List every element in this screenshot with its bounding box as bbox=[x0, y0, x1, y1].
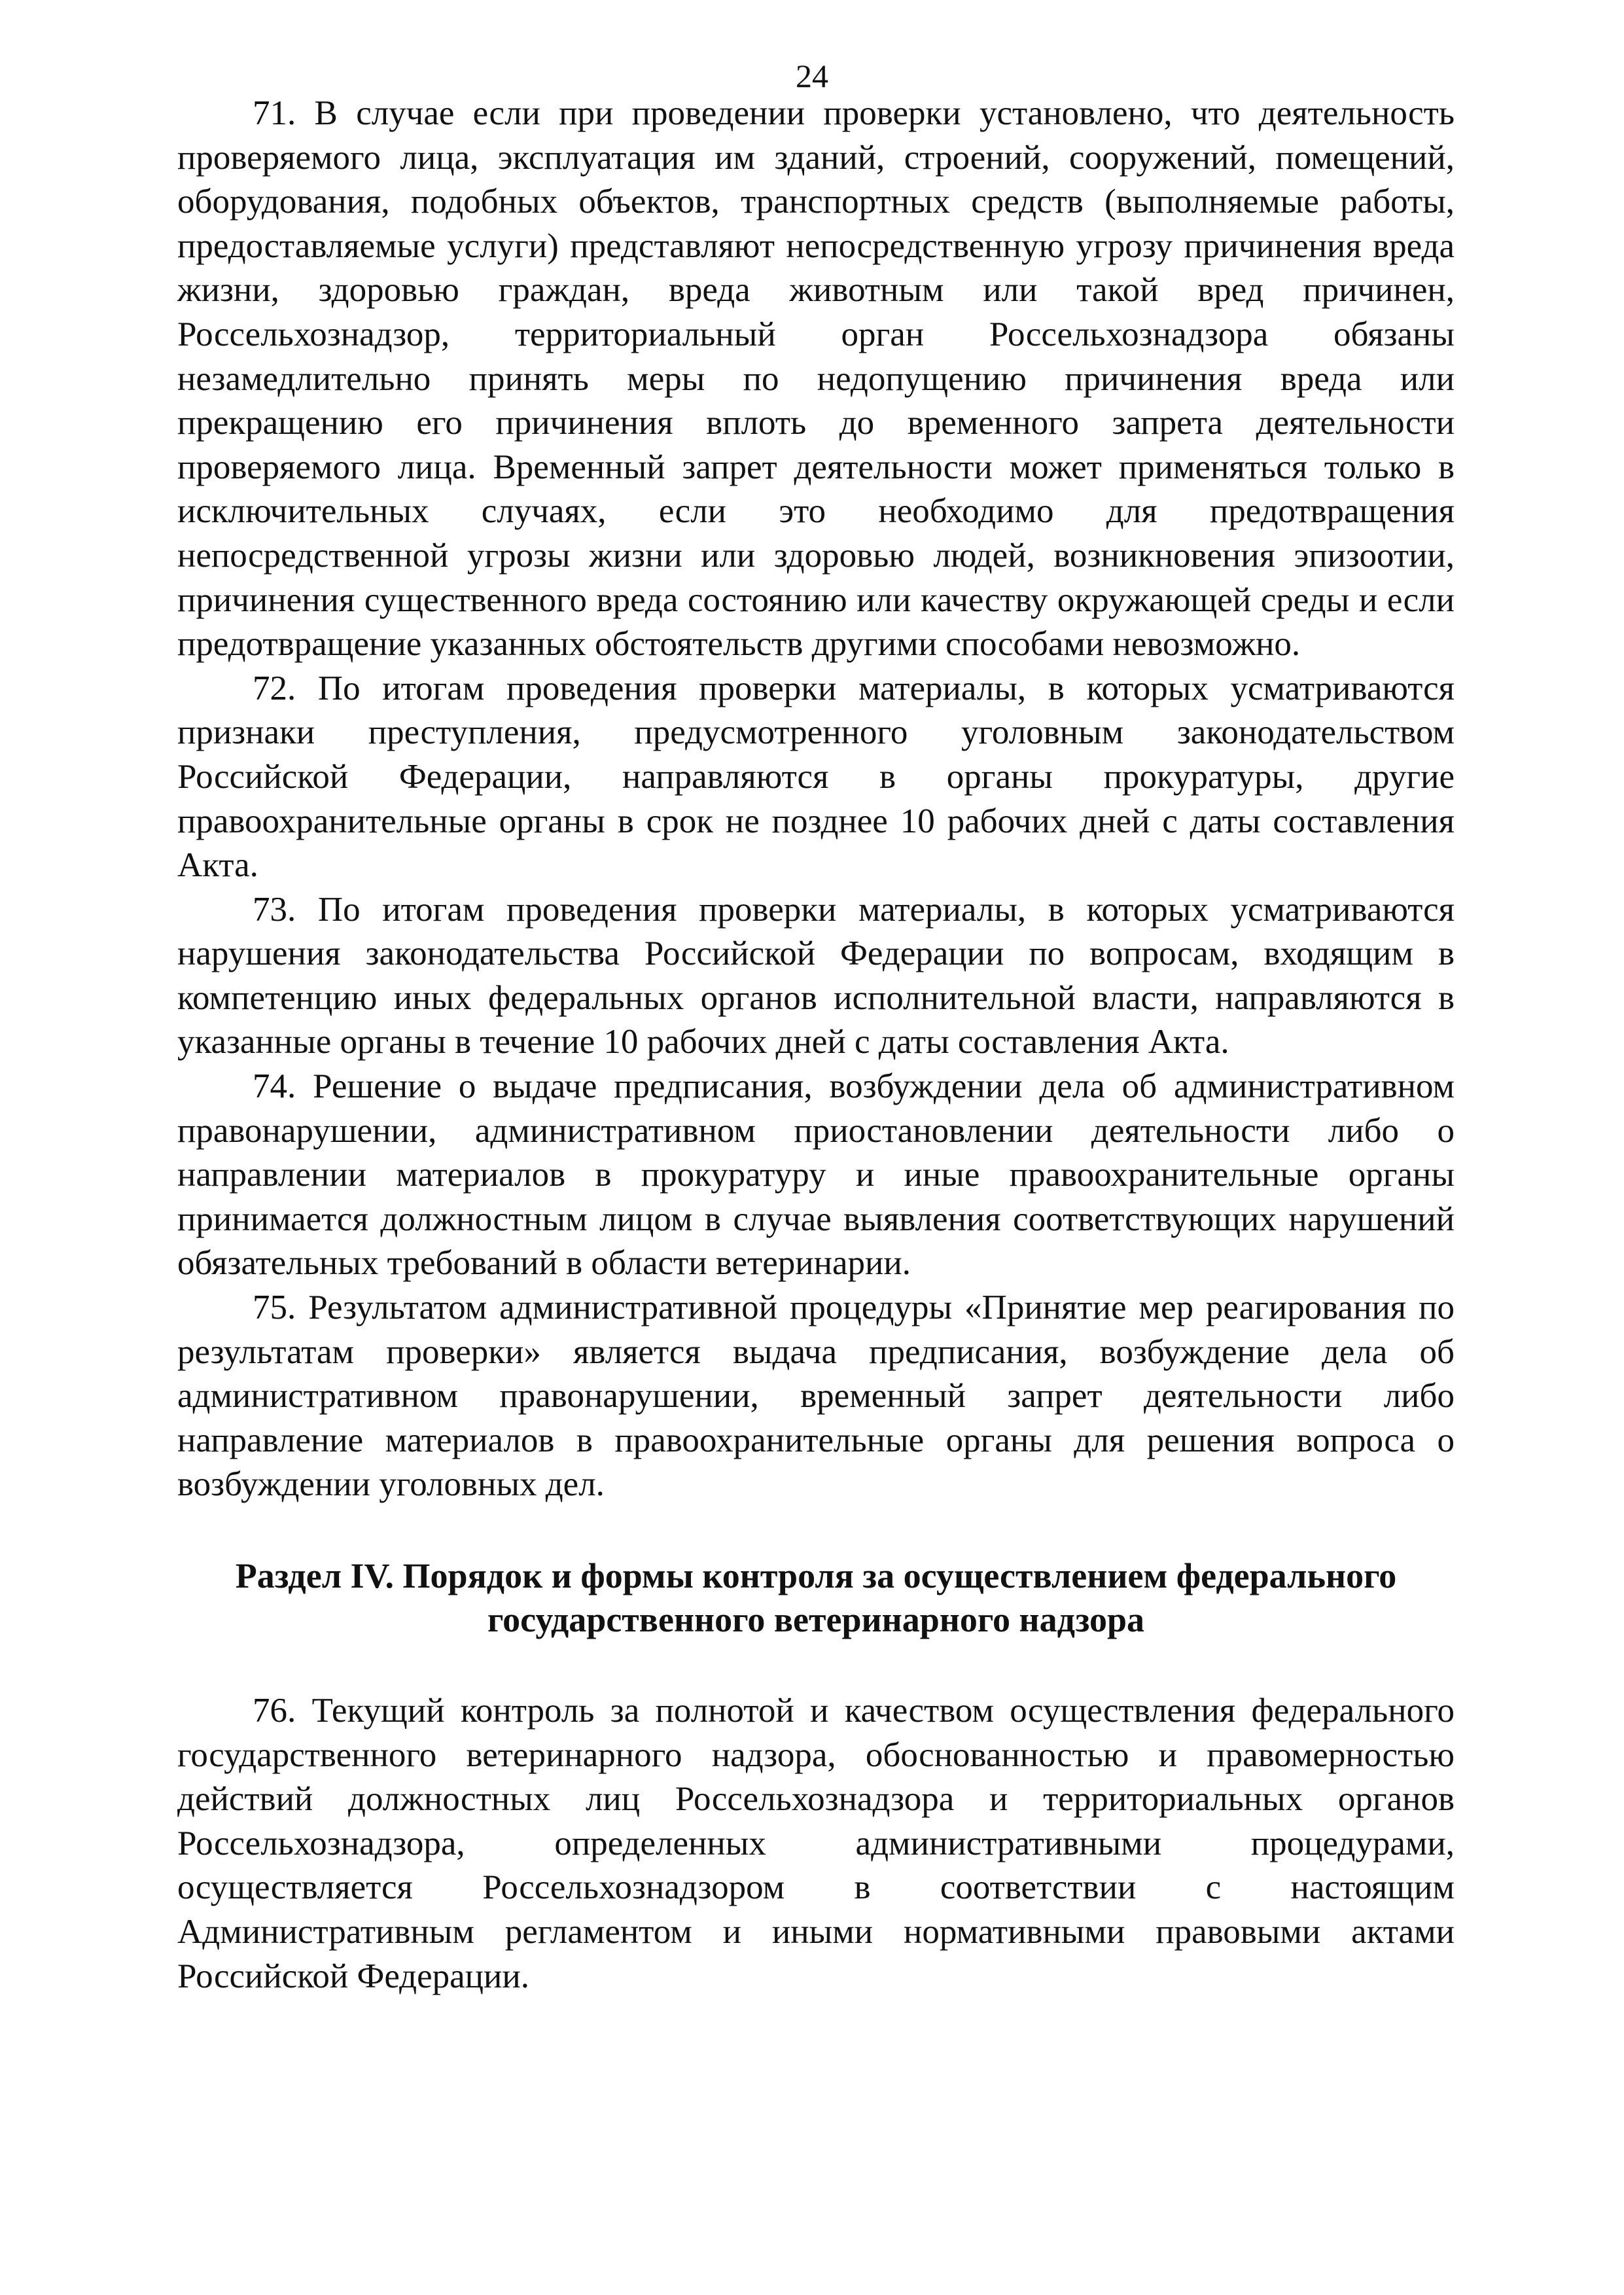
section-heading-line-1: Раздел IV. Порядок и формы контроля за осуществлением федерального bbox=[235, 1556, 1397, 1595]
page-number: 24 bbox=[796, 58, 828, 94]
paragraph-73: 73. По итогам проведения проверки материалы, в которых усматриваются нарушения законодательства Российской Федерации по вопросам, входящим в компетенцию иных федеральных органов исполнительной власти, направляются в указанные органы в течение 10 рабочих дней с даты составления Акта. bbox=[177, 890, 1455, 1061]
paragraph-71: 71. В случае если при проведении проверки установлено, что деятельность проверяемого лица, эксплуатация им зданий, строений, сооружений, помещений, оборудования, подобных объектов, транспортных средств (выполняемые работы, предоставляемые услуги) представляют непосредственную угрозу причинения вреда жизни, здоровью граждан, вреда животным или такой вред причинен, Россельхознадзор, территориальный орган Россельхознадзора обязаны незамедлительно принять меры по недопущению причинения вреда или прекращению его причинения вплоть до временного запрета деятельности проверяемого лица. Временный запрет деятельности может применяться только в исключительных случаях, если это необходимо для предотвращения непосредственной угрозы жизни или здоровью людей, возникновения эпизоотии, причинения существенного вреда состоянию или качеству окружающей среды и если предотвращение указанных обстоятельств другими способами невозможно. bbox=[177, 94, 1455, 664]
paragraph-74: 74. Решение о выдаче предписания, возбуждении дела об административном правонарушении, административном приостановлении деятельности либо о направлении материалов в прокуратуру и иные правоохранительные органы принимается должностным лицом в случае выявления соответствующих нарушений обязательных требований в области ветеринарии. bbox=[177, 1067, 1455, 1283]
section-heading bbox=[177, 1554, 1455, 1642]
document-body bbox=[177, 92, 1455, 1999]
paragraph-76: 76. Текущий контроль за полнотой и качеством осуществления федерального государственного ветеринарного надзора, обоснованностью и правомерностью действий должностных лиц Россельхознадзора и территориальных органов Россельхознадзора, определенных административными процедурами, осуществляется Россельхознадзором в соответствии с настоящим Административным регламентом и иными нормативными правовыми актами Российской Федерации. bbox=[177, 1692, 1455, 1995]
section-heading-line-2: государственного ветеринарного надзора bbox=[487, 1600, 1145, 1639]
paragraph-72: 72. По итогам проведения проверки материалы, в которых усматриваются признаки преступления, предусмотренного уголовным законодательством Российской Федерации, направляются в органы прокуратуры, другие правоохранительные органы в срок не позднее 10 рабочих дней с даты составления Акта. bbox=[177, 669, 1455, 885]
paragraph-75: 75. Результатом административной процедуры «Принятие мер реагирования по результатам проверки» является выдача предписания, возбуждение дела об административном правонарушении, временный запрет деятельности либо направление материалов в правоохранительные органы для решения вопроса о возбуждении уголовных дел. bbox=[177, 1289, 1455, 1504]
